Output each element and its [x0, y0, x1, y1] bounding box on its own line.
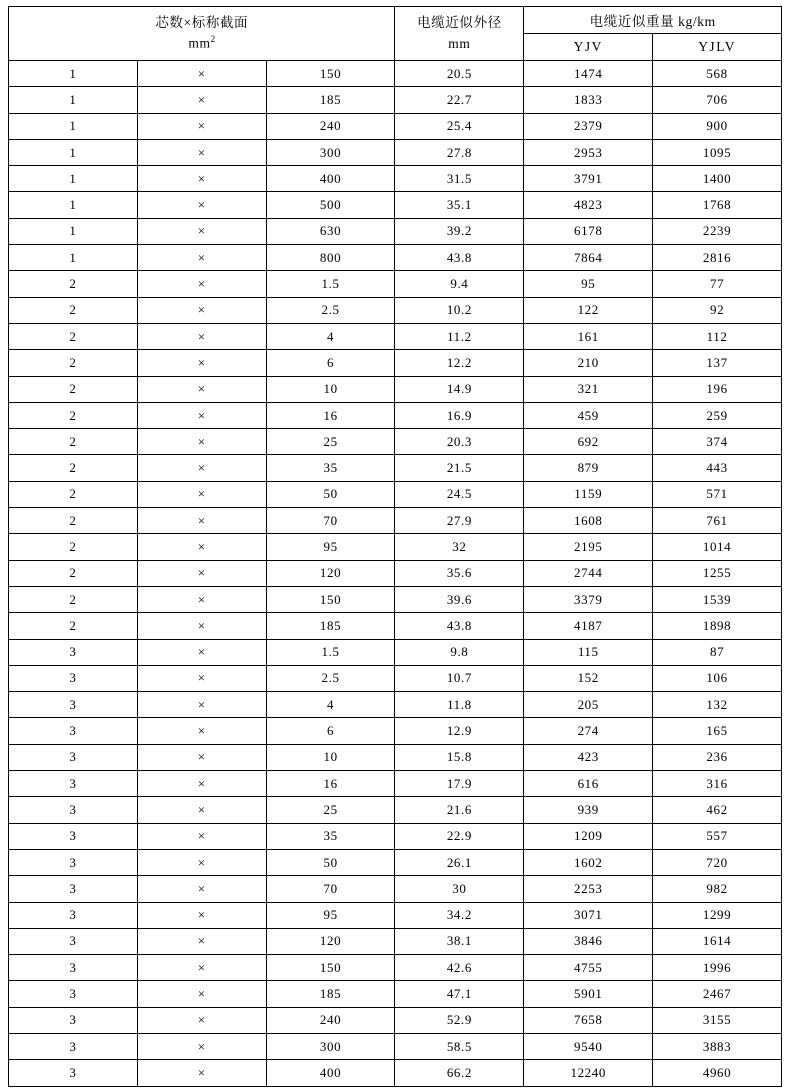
cell-weight-yjv: 1474 [524, 61, 653, 87]
cell-diameter: 43.8 [395, 613, 524, 639]
cell-weight-yjlv: 87 [653, 639, 782, 665]
cell-diameter: 12.2 [395, 350, 524, 376]
cell-times-symbol: × [137, 534, 266, 560]
cell-cores: 1 [9, 218, 138, 244]
cell-times-symbol: × [137, 139, 266, 165]
cell-cores: 2 [9, 560, 138, 586]
cell-times-symbol: × [137, 955, 266, 981]
cell-cores: 3 [9, 876, 138, 902]
cell-times-symbol: × [137, 981, 266, 1007]
cell-section: 50 [266, 481, 395, 507]
table-row [9, 665, 782, 691]
cell-weight-yjlv: 3883 [653, 1033, 782, 1059]
table-row [9, 87, 782, 113]
header-diameter-unit: mm [448, 35, 471, 51]
cell-weight-yjlv: 1539 [653, 586, 782, 612]
table-header [9, 7, 782, 61]
table-row [9, 1007, 782, 1033]
header-weight: 电缆近似重量 kg/km [524, 7, 782, 34]
cell-weight-yjlv: 2239 [653, 218, 782, 244]
cell-weight-yjlv: 374 [653, 429, 782, 455]
cell-weight-yjv: 3846 [524, 928, 653, 954]
cell-weight-yjlv: 236 [653, 744, 782, 770]
cell-diameter: 34.2 [395, 902, 524, 928]
cell-weight-yjlv: 92 [653, 297, 782, 323]
cell-weight-yjv: 4823 [524, 192, 653, 218]
cell-weight-yjv: 1159 [524, 481, 653, 507]
cell-diameter: 39.6 [395, 586, 524, 612]
table-row [9, 376, 782, 402]
table-row [9, 902, 782, 928]
cell-cores: 3 [9, 1060, 138, 1086]
cell-cores: 2 [9, 323, 138, 349]
cell-weight-yjv: 2744 [524, 560, 653, 586]
cell-cores: 3 [9, 771, 138, 797]
cell-times-symbol: × [137, 297, 266, 323]
cell-diameter: 9.4 [395, 271, 524, 297]
cell-times-symbol: × [137, 665, 266, 691]
cell-section: 95 [266, 534, 395, 560]
cell-diameter: 11.8 [395, 692, 524, 718]
cell-section: 185 [266, 981, 395, 1007]
cell-section: 800 [266, 245, 395, 271]
cell-weight-yjv: 939 [524, 797, 653, 823]
cell-times-symbol: × [137, 613, 266, 639]
cell-cores: 2 [9, 350, 138, 376]
cell-times-symbol: × [137, 508, 266, 534]
cell-weight-yjlv: 982 [653, 876, 782, 902]
cell-diameter: 14.9 [395, 376, 524, 402]
cell-weight-yjv: 274 [524, 718, 653, 744]
table-row [9, 192, 782, 218]
table-row [9, 534, 782, 560]
cell-weight-yjlv: 77 [653, 271, 782, 297]
cell-times-symbol: × [137, 192, 266, 218]
cell-times-symbol: × [137, 429, 266, 455]
cell-weight-yjlv: 106 [653, 665, 782, 691]
cell-diameter: 22.9 [395, 823, 524, 849]
header-spec-unit-text: mm [188, 35, 211, 51]
cell-times-symbol: × [137, 586, 266, 612]
cell-section: 6 [266, 718, 395, 744]
cell-weight-yjv: 1209 [524, 823, 653, 849]
table-row [9, 1033, 782, 1059]
cell-weight-yjlv: 1400 [653, 166, 782, 192]
cell-cores: 1 [9, 245, 138, 271]
cell-times-symbol: × [137, 481, 266, 507]
cell-weight-yjv: 423 [524, 744, 653, 770]
cell-cores: 3 [9, 955, 138, 981]
header-weight-yjlv: YJLV [653, 34, 782, 61]
table-row [9, 797, 782, 823]
cell-cores: 2 [9, 402, 138, 428]
cell-times-symbol: × [137, 639, 266, 665]
cell-section: 4 [266, 323, 395, 349]
table-row [9, 61, 782, 87]
cell-section: 240 [266, 1007, 395, 1033]
cell-times-symbol: × [137, 218, 266, 244]
cell-cores: 3 [9, 718, 138, 744]
cell-diameter: 10.2 [395, 297, 524, 323]
cell-diameter: 17.9 [395, 771, 524, 797]
cell-section: 2.5 [266, 297, 395, 323]
cell-weight-yjv: 205 [524, 692, 653, 718]
cell-cores: 1 [9, 166, 138, 192]
cell-weight-yjv: 459 [524, 402, 653, 428]
cell-diameter: 27.9 [395, 508, 524, 534]
cell-weight-yjlv: 316 [653, 771, 782, 797]
cell-weight-yjlv: 761 [653, 508, 782, 534]
cell-cores: 3 [9, 981, 138, 1007]
cell-section: 6 [266, 350, 395, 376]
cell-cores: 2 [9, 586, 138, 612]
cell-cores: 2 [9, 481, 138, 507]
cell-diameter: 47.1 [395, 981, 524, 1007]
table-row [9, 981, 782, 1007]
cell-diameter: 35.6 [395, 560, 524, 586]
cell-times-symbol: × [137, 166, 266, 192]
cell-times-symbol: × [137, 61, 266, 87]
cell-weight-yjv: 2195 [524, 534, 653, 560]
cell-times-symbol: × [137, 797, 266, 823]
cell-times-symbol: × [137, 87, 266, 113]
header-diameter-label: 电缆近似外径 [417, 15, 502, 31]
table-row [9, 113, 782, 139]
cell-times-symbol: × [137, 323, 266, 349]
cell-cores: 1 [9, 113, 138, 139]
cell-section: 10 [266, 744, 395, 770]
cell-times-symbol: × [137, 245, 266, 271]
table-row [9, 323, 782, 349]
cell-weight-yjlv: 1996 [653, 955, 782, 981]
cell-diameter: 39.2 [395, 218, 524, 244]
table-row [9, 166, 782, 192]
cell-weight-yjlv: 3155 [653, 1007, 782, 1033]
cell-cores: 2 [9, 455, 138, 481]
cell-section: 185 [266, 613, 395, 639]
cell-cores: 3 [9, 665, 138, 691]
table-row [9, 586, 782, 612]
table-row [9, 692, 782, 718]
cell-weight-yjlv: 443 [653, 455, 782, 481]
cell-section: 35 [266, 823, 395, 849]
cell-section: 120 [266, 560, 395, 586]
header-spec-unit [9, 33, 394, 54]
cell-cores: 1 [9, 87, 138, 113]
cell-times-symbol: × [137, 271, 266, 297]
cell-diameter: 26.1 [395, 849, 524, 875]
cell-weight-yjv: 321 [524, 376, 653, 402]
cell-times-symbol: × [137, 849, 266, 875]
cell-section: 240 [266, 113, 395, 139]
cell-section: 150 [266, 955, 395, 981]
table-row [9, 560, 782, 586]
table-row [9, 350, 782, 376]
cell-diameter: 22.7 [395, 87, 524, 113]
table-row [9, 718, 782, 744]
cell-section: 185 [266, 87, 395, 113]
cell-diameter: 58.5 [395, 1033, 524, 1059]
cell-cores: 3 [9, 928, 138, 954]
cell-diameter: 25.4 [395, 113, 524, 139]
cell-times-symbol: × [137, 771, 266, 797]
cell-section: 300 [266, 1033, 395, 1059]
cell-section: 300 [266, 139, 395, 165]
cell-section: 35 [266, 455, 395, 481]
table-row [9, 876, 782, 902]
header-row-1 [9, 7, 782, 34]
cell-diameter: 9.8 [395, 639, 524, 665]
cell-section: 25 [266, 797, 395, 823]
header-spec-label: 芯数×标称截面 [155, 15, 249, 30]
cell-weight-yjlv: 137 [653, 350, 782, 376]
cell-diameter: 20.5 [395, 61, 524, 87]
cell-times-symbol: × [137, 1060, 266, 1086]
table-row [9, 218, 782, 244]
cell-diameter: 42.6 [395, 955, 524, 981]
cell-section: 70 [266, 876, 395, 902]
cell-diameter: 35.1 [395, 192, 524, 218]
cell-times-symbol: × [137, 823, 266, 849]
cell-cores: 3 [9, 849, 138, 875]
cell-weight-yjv: 2253 [524, 876, 653, 902]
table-row [9, 297, 782, 323]
cell-weight-yjlv: 706 [653, 87, 782, 113]
cell-weight-yjv: 161 [524, 323, 653, 349]
cell-weight-yjlv: 2467 [653, 981, 782, 1007]
cell-weight-yjlv: 112 [653, 323, 782, 349]
cell-weight-yjlv: 196 [653, 376, 782, 402]
cell-diameter: 52.9 [395, 1007, 524, 1033]
cell-cores: 2 [9, 613, 138, 639]
cell-weight-yjv: 210 [524, 350, 653, 376]
cell-weight-yjv: 9540 [524, 1033, 653, 1059]
cell-cores: 2 [9, 376, 138, 402]
cell-section: 16 [266, 402, 395, 428]
table-row [9, 771, 782, 797]
cell-diameter: 16.9 [395, 402, 524, 428]
table-row [9, 271, 782, 297]
cell-diameter: 21.6 [395, 797, 524, 823]
table-row [9, 245, 782, 271]
table-row [9, 639, 782, 665]
cell-weight-yjlv: 132 [653, 692, 782, 718]
table-row [9, 849, 782, 875]
cell-weight-yjlv: 2816 [653, 245, 782, 271]
cell-section: 70 [266, 508, 395, 534]
cell-weight-yjlv: 720 [653, 849, 782, 875]
cell-cores: 3 [9, 1033, 138, 1059]
cell-section: 1.5 [266, 639, 395, 665]
table-row [9, 402, 782, 428]
cell-weight-yjv: 115 [524, 639, 653, 665]
header-spec-unit-sup: 2 [210, 34, 216, 45]
cell-weight-yjv: 12240 [524, 1060, 653, 1086]
cell-section: 150 [266, 586, 395, 612]
cell-diameter: 30 [395, 876, 524, 902]
cell-cores: 2 [9, 297, 138, 323]
cell-weight-yjlv: 568 [653, 61, 782, 87]
cell-diameter: 32 [395, 534, 524, 560]
cell-weight-yjv: 692 [524, 429, 653, 455]
cell-weight-yjv: 3071 [524, 902, 653, 928]
table-row [9, 955, 782, 981]
cell-weight-yjv: 4187 [524, 613, 653, 639]
cell-diameter: 11.2 [395, 323, 524, 349]
cell-section: 150 [266, 61, 395, 87]
cell-section: 2.5 [266, 665, 395, 691]
cell-cores: 2 [9, 534, 138, 560]
table-body [9, 61, 782, 1087]
cell-section: 25 [266, 429, 395, 455]
cell-diameter: 20.3 [395, 429, 524, 455]
cell-section: 1.5 [266, 271, 395, 297]
cell-weight-yjv: 2379 [524, 113, 653, 139]
table-row [9, 613, 782, 639]
cell-section: 10 [266, 376, 395, 402]
cell-weight-yjv: 879 [524, 455, 653, 481]
cell-diameter: 66.2 [395, 1060, 524, 1086]
table-row [9, 744, 782, 770]
cell-cores: 3 [9, 744, 138, 770]
cell-weight-yjv: 7864 [524, 245, 653, 271]
header-weight-yjv: YJV [524, 34, 653, 61]
cell-times-symbol: × [137, 402, 266, 428]
cell-cores: 3 [9, 1007, 138, 1033]
table-row [9, 455, 782, 481]
table-row [9, 429, 782, 455]
cell-weight-yjv: 3379 [524, 586, 653, 612]
cell-cores: 3 [9, 823, 138, 849]
cell-weight-yjlv: 462 [653, 797, 782, 823]
cell-section: 16 [266, 771, 395, 797]
cell-times-symbol: × [137, 350, 266, 376]
cell-times-symbol: × [137, 113, 266, 139]
cell-weight-yjv: 95 [524, 271, 653, 297]
table-row [9, 481, 782, 507]
header-spec [9, 7, 395, 61]
cell-diameter: 38.1 [395, 928, 524, 954]
cell-section: 500 [266, 192, 395, 218]
cell-cores: 2 [9, 508, 138, 534]
cell-diameter: 43.8 [395, 245, 524, 271]
cell-weight-yjv: 1833 [524, 87, 653, 113]
cell-diameter: 15.8 [395, 744, 524, 770]
cell-weight-yjlv: 900 [653, 113, 782, 139]
cell-cores: 1 [9, 192, 138, 218]
cell-times-symbol: × [137, 744, 266, 770]
cell-weight-yjv: 6178 [524, 218, 653, 244]
cell-weight-yjlv: 259 [653, 402, 782, 428]
cell-times-symbol: × [137, 718, 266, 744]
cell-times-symbol: × [137, 1007, 266, 1033]
cell-times-symbol: × [137, 876, 266, 902]
cell-weight-yjlv: 1299 [653, 902, 782, 928]
cell-cores: 1 [9, 61, 138, 87]
cell-section: 50 [266, 849, 395, 875]
cell-weight-yjlv: 557 [653, 823, 782, 849]
cell-times-symbol: × [137, 376, 266, 402]
cell-section: 630 [266, 218, 395, 244]
cell-times-symbol: × [137, 1033, 266, 1059]
table-row [9, 139, 782, 165]
cell-times-symbol: × [137, 928, 266, 954]
cell-weight-yjlv: 1898 [653, 613, 782, 639]
cell-cores: 2 [9, 429, 138, 455]
cell-diameter: 21.5 [395, 455, 524, 481]
cell-section: 400 [266, 1060, 395, 1086]
cell-weight-yjv: 4755 [524, 955, 653, 981]
cell-weight-yjlv: 571 [653, 481, 782, 507]
cell-diameter: 31.5 [395, 166, 524, 192]
cell-weight-yjlv: 1614 [653, 928, 782, 954]
header-diameter [395, 7, 524, 61]
cell-weight-yjv: 152 [524, 665, 653, 691]
cell-weight-yjv: 3791 [524, 166, 653, 192]
cell-times-symbol: × [137, 692, 266, 718]
table-row [9, 1060, 782, 1086]
cell-weight-yjlv: 4960 [653, 1060, 782, 1086]
cell-cores: 3 [9, 902, 138, 928]
cell-cores: 2 [9, 271, 138, 297]
cell-weight-yjv: 7658 [524, 1007, 653, 1033]
cell-weight-yjv: 122 [524, 297, 653, 323]
cell-weight-yjv: 616 [524, 771, 653, 797]
cable-specification-table [8, 6, 782, 1087]
cell-weight-yjlv: 1255 [653, 560, 782, 586]
cell-weight-yjlv: 1014 [653, 534, 782, 560]
cell-section: 95 [266, 902, 395, 928]
cell-diameter: 10.7 [395, 665, 524, 691]
cell-diameter: 27.8 [395, 139, 524, 165]
cell-cores: 3 [9, 797, 138, 823]
cell-weight-yjlv: 165 [653, 718, 782, 744]
cell-section: 400 [266, 166, 395, 192]
cell-cores: 3 [9, 692, 138, 718]
cell-times-symbol: × [137, 560, 266, 586]
cell-weight-yjv: 5901 [524, 981, 653, 1007]
table-row [9, 508, 782, 534]
cell-times-symbol: × [137, 902, 266, 928]
cell-diameter: 24.5 [395, 481, 524, 507]
cell-section: 120 [266, 928, 395, 954]
cell-weight-yjv: 1608 [524, 508, 653, 534]
table-row [9, 823, 782, 849]
cell-section: 4 [266, 692, 395, 718]
cell-weight-yjlv: 1768 [653, 192, 782, 218]
cell-weight-yjv: 2953 [524, 139, 653, 165]
cell-times-symbol: × [137, 455, 266, 481]
cell-diameter: 12.9 [395, 718, 524, 744]
cell-cores: 3 [9, 639, 138, 665]
cell-weight-yjv: 1602 [524, 849, 653, 875]
cell-weight-yjlv: 1095 [653, 139, 782, 165]
table-row [9, 928, 782, 954]
cell-cores: 1 [9, 139, 138, 165]
